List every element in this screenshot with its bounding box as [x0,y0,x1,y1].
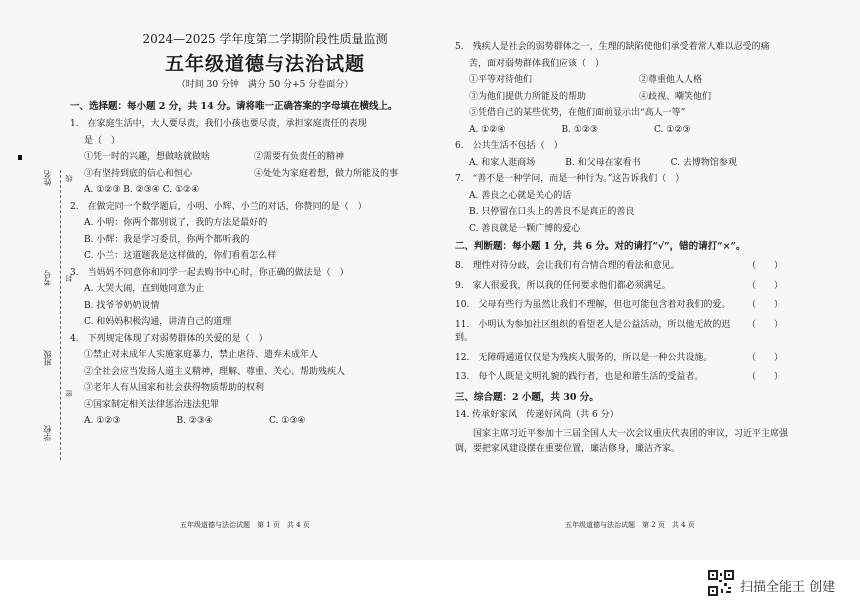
question-stem: 4. 下列规定体现了对弱势群体的关爱的是（ ） [70,333,268,344]
exam-no-label: 考号 [43,270,52,286]
school-label: 学校 [43,425,52,441]
option: ②全社会应当发扬人道主义精神，理解、尊重、关心、帮助残疾人 [84,366,346,377]
answer-paren: （ ） [746,300,783,311]
option: ④歧视、嘲笑他们 [639,91,712,102]
choice: C. 去博物馆参观 [670,157,737,168]
page-title: 五年级道德与法治试题 [164,53,365,75]
answer-paren: （ ） [746,319,783,330]
answer-paren: （ ） [746,261,783,272]
option: ④处处为家庭着想，做力所能及的事 [254,168,399,179]
option: ②尊重他人人格 [639,75,703,85]
option: ③有坚持到底的信心和恒心 [84,168,193,179]
question-stem-cont: 苦，面对弱势群体我们应该（ ） [469,58,605,69]
judge-item [455,280,795,294]
material-paragraph: 国家主席习近平参加十三届全国人大一次会议重庆代表团的审议，习近平主席强调，要把家风建设摆在重要位置，廉洁修身，廉洁齐家。 [455,428,789,454]
class-label: 班级 [43,350,52,366]
judge-text: 13. 每个人既是文明礼貌的践行者，也是和谐生活的受益者。 [455,372,704,383]
option-row [469,74,795,88]
question-stem: 2. 在做完同一个数学题后，小明、小辉、小兰的对话，你赞同的是（ ） [70,201,367,212]
question-stem: 5. 残疾人是社会的弱势群体之一，生理的缺陷使他们承受着常人难以忍受的痛 [455,42,770,52]
page-footer: 五年级道德与法治试题 第 1 页 共 4 页 [180,521,310,529]
section-heading: 三、综合题：2 小题，共 30 分。 [455,391,599,403]
section-heading: 二、判断题：每小题 1 分，共 6 分。对的请打“√”，错的请打“×”。 [455,241,746,252]
choice: B. ②③④ [176,416,213,427]
option: B. 只停留在口头上的善良不是真正的善良 [469,207,635,217]
choice: B. ①②③ [561,124,598,135]
seal-mark: 封 [65,275,73,282]
qr-code-icon [708,570,734,596]
judge-item [455,371,795,385]
option: ③老年人有从国家和社会获得物质帮助的权利 [84,383,265,394]
choice: A. ①②③ [84,416,121,427]
judge-item [455,319,795,346]
choice: A. 和家人逛商场 [469,157,536,168]
option: ②需要有负责任的精神 [254,152,345,163]
margin-mark [18,155,22,160]
question-title: 14. 传承好家风 传递好风尚（共 6 分） [455,410,619,420]
option: B. 小辉：我是学习委员，你两个都听我的 [84,234,250,245]
option: ①平等对待他们 [469,75,533,85]
judge-text: 9. 家人很爱我，所以我的任何要求他们都必须满足。 [455,280,671,291]
judge-item [455,260,795,274]
judge-text: 10. 父母有些行为虽然让我们不理解，但也可能包含着对我们的爱。 [455,300,731,311]
option: ①禁止对未成年人实施家庭暴力，禁止虐待、遗弃未成年人 [84,350,319,361]
question-stem: 7. “善不是一种学问，而是一种行为。”这告诉我们（ ） [455,174,685,184]
judge-text: 11. 小明认为参加社区组织的看望老人是公益活动，所以他无故的迟到。 [455,319,731,344]
option-row [84,151,430,165]
option-row [84,168,430,182]
option: ⑤凭借自己的某些优势，在他们面前显示出“高人一等” [469,108,686,118]
option-row [469,91,795,105]
choice: C. ①③④ [268,416,306,427]
exam-period: 2024—2025 学年度第二学期阶段性质量监测 [142,32,388,46]
seal-mark: 线 [65,175,73,182]
brand-text: 扫描全能王 创建 [740,580,836,595]
option: C. 小兰：这道题我是这样做的，你们看看怎么样 [84,251,277,262]
question-stem-cont: 是（ ） [84,135,121,146]
answer-paren: （ ） [746,280,783,291]
answer-paren: （ ） [746,352,783,363]
choices-row [469,124,795,138]
exam-subtitle: （时间 30 分钟 满分 50 分+5 分卷面分） [176,79,354,90]
choice: A. ①②④ [469,124,506,135]
choices: A. ①②③ B. ②③④ C. ①②④ [84,185,200,196]
choices-row [469,157,795,171]
page-footer: 五年级道德与法治试题 第 2 页 共 4 页 [565,521,695,529]
binding-line [60,170,61,460]
option: C. 善良就是一颗广博的爱心 [469,223,581,234]
seal-mark: 密 [65,390,73,397]
question-stem: 6. 公共生活不包括（ ） [455,141,563,151]
option: A. 小明：你两个都别说了，我的方法是最好的 [84,218,268,229]
page-1 [70,30,430,432]
question-stem: 3. 当妈妈不同意你和同学一起去购书中心时，你正确的做法是（ ） [70,267,349,278]
option: ①凭一时的兴趣，想做啥就做啥 [84,152,211,163]
choices-row [84,415,430,429]
section-heading: 一、选择题：每小题 2 分，共 14 分。请将唯一正确答案的字母填在横线上。 [70,101,398,112]
judge-text: 8. 理性对待分歧，会让我们有合情合理的看法和意见。 [455,261,680,272]
option: C. 和妈妈积极沟通，讲清自己的道理 [84,317,232,328]
option: ④国家制定相关法律惩治违法犯罪 [84,399,220,410]
judge-item [455,352,795,366]
answer-paren: （ ） [746,372,783,383]
question-stem: 1. 在家庭生活中，大人要尽责，我们小孩也要尽责，承担家庭责任的表现 [70,119,367,130]
page-2 [455,38,795,461]
judge-text: 12. 无障碍通道仅仅是为残疾人服务的，所以是一种公共设施。 [455,352,713,363]
option: ③为他们提供力所能及的帮助 [469,91,587,102]
option: B. 找爷爷奶奶说情 [84,300,160,311]
choice: C. ①②③ [653,124,691,135]
name-label: 姓名 [43,170,52,186]
judge-item [455,299,795,313]
option: A. 大哭大闹，直到她同意为止 [84,284,205,295]
option: A. 善良之心就是关心的话 [469,190,572,201]
choice: B. 和父母在家看书 [565,157,641,168]
